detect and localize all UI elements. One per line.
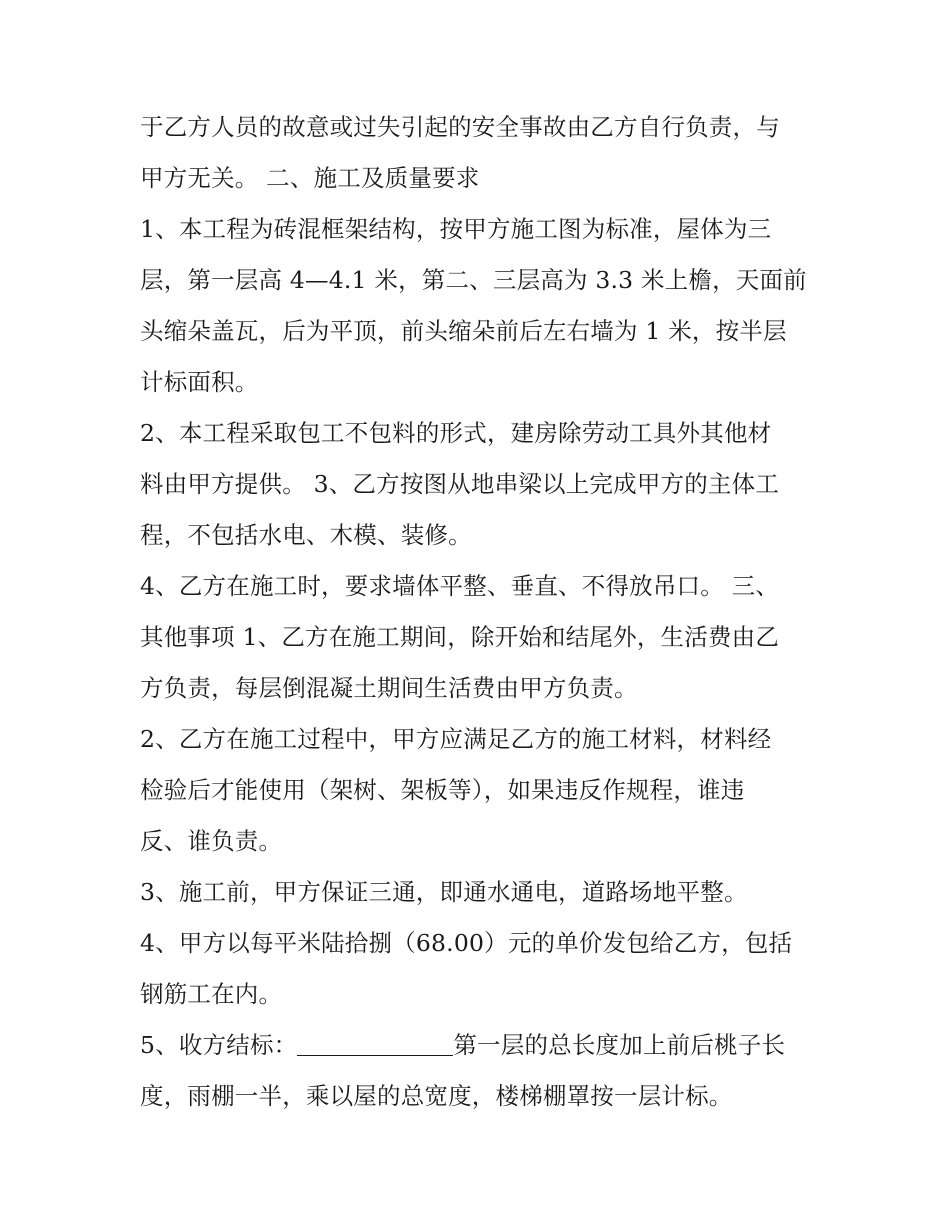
document-body — [140, 102, 820, 1122]
text-line: 4、甲方以每平米陆拾捌（68.00）元的单价发包给乙方，包括 — [140, 929, 793, 957]
text-line: 2、本工程采取包工不包料的形式，建房除劳动工具外其他材 — [140, 419, 772, 447]
clause-label: 5、收方结标： — [140, 1031, 298, 1059]
text-line: 计标面积。 — [140, 368, 259, 396]
text-line: 层，第一层高 4—4.1 米，第二、三层高为 3.3 米上檐，天面前 — [140, 266, 807, 294]
text-line: 其他事项 1、乙方在施工期间，除开始和结尾外，生活费由乙 — [140, 623, 780, 651]
text-line: 反、谁负责。 — [140, 827, 283, 855]
text-line: 钢筋工在内。 — [140, 980, 283, 1008]
text-line: 度，雨棚一半，乘以屋的总宽度，楼梯棚罩按一层计标。 — [140, 1082, 733, 1110]
text-line: 料由甲方提供。 3、乙方按图从地串梁以上完成甲方的主体工 — [140, 470, 780, 498]
text-line: 1、本工程为砖混框架结构，按甲方施工图为标准，屋体为三 — [140, 215, 772, 243]
text-line: 2、乙方在施工过程中，甲方应满足乙方的施工材料，材料经 — [140, 725, 772, 753]
text-line: 3、施工前，甲方保证三通，即通水通电，道路场地平整。 — [140, 878, 748, 906]
clause-text: 第一层的总长度加上前后桃子长 — [453, 1031, 786, 1059]
text-line-with-blank — [140, 1020, 820, 1071]
text-line: 4、乙方在施工时，要求墙体平整、垂直、不得放吊口。 三、 — [140, 572, 780, 600]
text-line: 检验后才能使用（架树、架板等），如果违反作规程，谁违 — [140, 776, 745, 804]
text-line: 方负责，每层倒混凝土期间生活费由甲方负责。 — [140, 674, 638, 702]
text-line: 甲方无关。 二、施工及质量要求 — [140, 164, 480, 192]
text-line: 程，不包括水电、木模、装修。 — [140, 521, 472, 549]
fill-in-blank — [297, 1031, 453, 1056]
text-line: 头缩朵盖瓦，后为平顶，前头缩朵前后左右墙为 1 米，按半层 — [140, 317, 787, 345]
text-line: 于乙方人员的故意或过失引起的安全事故由乙方自行负责，与 — [140, 113, 780, 141]
